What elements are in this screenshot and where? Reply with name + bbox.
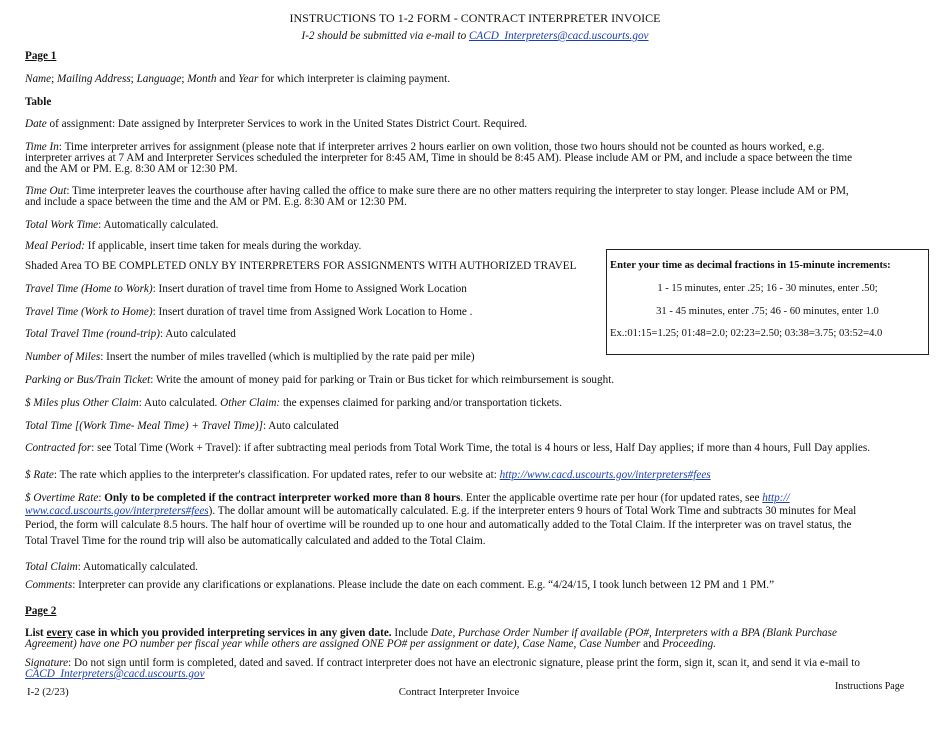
overtime-bold: Only to be completed if the contract interpreter worked more than 8 hours [104,492,461,504]
travel-work-home-text: : Insert duration of travel time from Assigned Work Location to Home . [152,306,473,318]
time-out-line-2: and include a space between the time and the AM or PM. E.g. 8:30 AM or 12:30 PM. [25,196,407,208]
total-work-line [25,219,218,231]
time-in-line-2: interpreter arrives at 7 AM and Interpreter Services scheduled the interpreter for 8:45 AM, Time in should be 8:45 AM). Please include AM or PM, and include a space between the time [25,152,853,164]
signature-email-line [25,668,205,680]
list-bold-2: case in which you provided interpreting services in any given date. [72,627,392,639]
page2-heading: Page 2 [25,605,57,617]
list-text-1: Include [391,627,431,639]
overtime-line-3: Period, the form will calculate 8.5 hours. The half hour of overtime will be rounded up to one hour and automatically added to the Total Claim. If the interpreter was on travel status, the [25,519,852,531]
list-bold-every: every [46,627,73,639]
date-text: of assignment: Date assigned by Interpreter Services to work in the United States District Court. Required. [46,118,528,130]
list-line-2 [25,638,716,650]
decimal-time-box [606,249,929,355]
sep: ; [51,73,58,85]
footer-form-code: I-2 (2/23) [27,686,69,698]
overtime-line-2 [25,505,856,517]
total-travel-text: : Auto calculated [160,328,236,340]
list-text-2: and [640,638,663,650]
footer-form-title: Contract Interpreter Invoice [398,686,520,698]
list-italic-1: Date, Purchase Order Number if available (PO#, Interpreters with a BPA (Blank Purchase [430,627,837,639]
footer-page-label: Instructions Page [835,681,905,692]
other-claim-text: the expenses claimed for parking and/or transportation tickets. [280,397,562,409]
miles-text: : Insert the number of miles travelled (which is multiplied by the rate paid per mile) [100,351,475,363]
email-link[interactable]: CACD_Interpreters@cacd.uscourts.gov [468,30,649,42]
total-claim-text: : Automatically calculated. [77,561,198,573]
comments-text: : Interpreter can provide any clarifications or explanations. Please include the date on each comment. E.g. “4/24/15, I took lunch between 12 PM and 1 PM.” [72,579,775,591]
overtime-label: $ Overtime Rate [25,492,99,504]
overtime-link-start[interactable]: http:// [762,492,790,504]
total-work-text: : Automatically calculated. [98,219,219,231]
shaded-area-note: Shaded Area TO BE COMPLETED ONLY BY INTERPRETERS FOR ASSIGNMENTS WITH AUTHORIZED TRAVEL [25,260,577,272]
overtime-line-1 [25,492,790,504]
field-language: Language [136,73,182,85]
date-label: Date [25,118,47,130]
subtitle-text: I-2 should be submitted via e-mail to [301,30,469,42]
decimal-box-row-2: 31 - 45 minutes, enter .75; 46 - 60 minutes, enter 1.0 [656,306,879,317]
travel-home-work-text: : Insert duration of travel time from Home to Assigned Work Location [152,283,467,295]
sep: ; [181,73,188,85]
field-year: Year [238,73,259,85]
parking-text: : Write the amount of money paid for parking or Train or Bus ticket for which reimbursement is sought. [150,374,615,386]
travel-work-home-line [25,306,472,318]
name-line [25,73,450,85]
total-time-label: Total Time [(Work Time- Meal Time) + Travel Time)] [25,420,263,432]
overtime-fees-link[interactable]: www.cacd.uscourts.gov/interpreters#fees [25,505,209,517]
contracted-label: Contracted for [25,442,92,454]
travel-work-home-label: Travel Time (Work to Home) [25,306,153,318]
time-out-label: Time Out [25,185,67,197]
total-claim-label: Total Claim [25,561,78,573]
total-travel-label: Total Travel Time (round-trip) [25,328,160,340]
page-subtitle [0,30,950,42]
parking-label: Parking or Bus/Train Ticket [25,374,151,386]
total-claim-line [25,561,198,573]
page1-heading: Page 1 [25,50,57,62]
miles-line [25,351,475,363]
overtime-text-2: ). The dollar amount will be automatically calculated. E.g. if the interpreter enters 9 hours of Total Work Time and subtracts 30 minutes for Meal [208,505,857,517]
name-line-text: for which interpreter is claiming payment. [258,73,450,85]
comments-label: Comments [25,579,73,591]
total-time-line [25,420,339,432]
table-heading: Table [25,96,52,108]
miles-other-label: $ Miles plus Other Claim [25,397,139,409]
contracted-text: : see Total Time (Work + Travel): if after subtracting meal periods from Total Work Time, the total is 4 hours or less, Half Day applies; if more than 4 hours, Full Day applies. [91,442,871,454]
time-in-line-3: and the AM or PM. E.g. 8:30 AM or 12:30 PM. [25,163,238,175]
sep: ; [130,73,137,85]
signature-label: Signature [25,657,69,669]
field-name: Name [25,73,52,85]
meal-text: If applicable, insert time taken for meals during the workday. [84,240,362,252]
list-italic-3: Proceeding. [662,638,717,650]
travel-home-work-label: Travel Time (Home to Work) [25,283,153,295]
time-in-text: : Time interpreter arrives for assignment (please note that if interpreter arrives 2 hours earlier on own volition, those two hours should not be counted as hours worked, e.g. [58,141,825,153]
total-time-text: : Auto calculated [262,420,339,432]
overtime-line-4: Total Travel Time for the round trip will also be automatically calculated and added to the Total Claim. [25,535,486,547]
meal-line [25,240,361,252]
signature-text: : Do not sign until form is completed, dated and saved. If contract interpreter does not have an electronic signature, please print the form, sign it, scan it, and send it via e-mail to [68,657,860,669]
time-out-text: : Time interpreter leaves the courthouse after having called the office to make sure there are no other matters requiring the interpreter to stay longer. Please include AM or PM, [66,185,849,197]
rate-line [25,469,711,481]
contracted-line [25,442,870,454]
signature-email-link[interactable]: CACD_Interpreters@cacd.uscourts.gov [25,668,205,680]
meal-label: Meal Period: [25,240,85,252]
field-mailing-address: Mailing Address [57,73,131,85]
parking-line [25,374,614,386]
comments-line [25,579,774,591]
sep: and [216,73,239,85]
field-month: Month [187,73,217,85]
colon: : [98,492,105,504]
page-title: INSTRUCTIONS TO 1-2 FORM - CONTRACT INTERPRETER INVOICE [289,11,661,25]
miles-label: Number of Miles [25,351,101,363]
date-line [25,118,527,130]
rate-label: $ Rate [25,469,54,481]
decimal-box-title: Enter your time as decimal fractions in 15-minute increments: [610,260,891,271]
decimal-box-row-3: Ex.:01:15=1.25; 01:48=2.0; 02:23=2.50; 03:38=3.75; 03:52=4.0 [610,328,883,339]
fees-link[interactable]: http://www.cacd.uscourts.gov/interpreters#fees [499,469,711,481]
overtime-text: . Enter the applicable overtime rate per hour (for updated rates, see [460,492,763,504]
rate-text: : The rate which applies to the interpreter's classification. For updated rates, refer to our website at: [53,469,500,481]
miles-other-text: : Auto calculated. [138,397,221,409]
other-claim-label: Other Claim: [220,397,281,409]
total-work-label: Total Work Time [25,219,99,231]
time-in-label: Time In [25,141,59,153]
total-travel-line [25,328,236,340]
miles-other-line [25,397,562,409]
list-bold-1: List [25,627,47,639]
decimal-box-row-1: 1 - 15 minutes, enter .25; 16 - 30 minutes, enter .50; [657,283,878,294]
travel-home-work-line [25,283,467,295]
list-italic-2: Agreement) have one PO number per fiscal year while others are assigned ONE PO# per assignment or date), Case Name, Case Number [25,638,641,650]
